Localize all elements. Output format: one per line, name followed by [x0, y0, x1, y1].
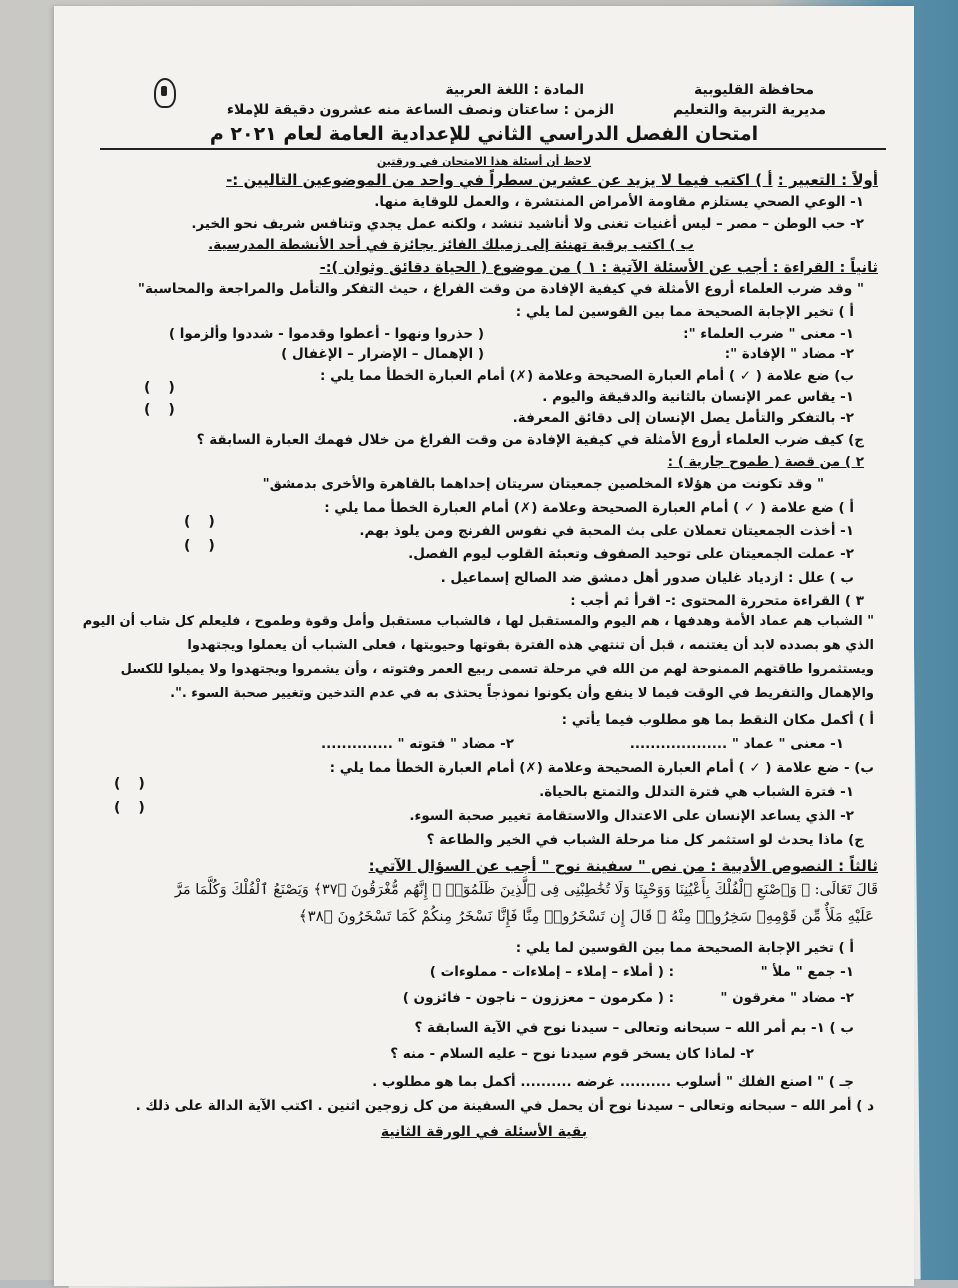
reading-q1-a1-options: ( حذروا ونهوا - أعطوا وقدموا - شددوا وألزموا ) — [168, 326, 484, 342]
reading-q1-b: ب) ضع علامة ( ✓ ) أمام العبارة الصحيحة وعلامة (✗) أمام العبارة الخطأ مما يلي : — [319, 368, 854, 384]
subject: المادة : اللغة العربية — [445, 82, 584, 98]
exam-note: لاحظ أن أسئلة هذا الامتحان في ورقتين — [376, 155, 592, 168]
exam-time: الزمن : ساعتان ونصف الساعة منه عشرون دقيقة للإملاء — [226, 102, 614, 118]
literature-b1: ب ) ١- بم أمر الله – سبحانه وتعالى – سيدنا نوح في الآية السابقة ؟ — [414, 1020, 854, 1036]
directorate: مديرية التربية والتعليم — [673, 102, 826, 118]
reading-q3-b2: ٢- الذي يساعد الإنسان على الاعتدال والاستقامة تغيير صحبة السوء. — [409, 808, 854, 824]
answer-box[interactable]: () — [184, 514, 233, 530]
reading-q3-a2: ٢- مضاد " فتوته " .............. — [321, 736, 514, 752]
quran-verse-2: عَلَيْهِ مَلَأٌ مِّن قَوْمِهِۦ سَخِرُوا۟ مِنْهُ ۚ قَالَ إِن تَسْخَرُوا۟ مِنَّا فَإِنَّا نَسْخَرُ مِنكُمْ كَمَا تَسْخَرُونَ ﴿٣٨﴾ — [298, 907, 874, 925]
literature-a2: ٢- مضاد " مغرقون " — [720, 990, 854, 1006]
reading-q1-a1: ١- معنى " ضرب العلماء ": — [683, 326, 854, 342]
section-expression-title — [54, 170, 878, 190]
reading-q3-a: أ ) أكمل مكان النقط بما هو مطلوب فيما يأتي : — [561, 712, 874, 728]
reading-q1-c: ج) كيف ضرب العلماء أروع الأمثلة في كيفية الإفادة من وقت الفراغ من خلال فهمك العبارة السابقة ؟ — [196, 432, 864, 448]
reading-quote-1: " وقد ضرب العلماء أروع الأمثلة في كيفية الإفادة من وقت الفراغ ، حيث التفكر والتأمل والمراجعة والمحاسبة" — [137, 281, 864, 297]
reading-q3-b: ب) - ضع علامة ( ✓ ) أمام العبارة الصحيحة وعلامة (✗) أمام العبارة الخطأ مما يلي : — [329, 760, 874, 776]
section-reading-title: ثانياً : القراءة : أجب عن الأسئلة الآتية : ١ ) من موضوع ( الحياة دقائق وثوان ):- — [319, 260, 878, 276]
reading-passage-4: والإهمال والتفريط في الوقت فيما لا ينفع وأن يكونوا نموذجاً يحتذى به في عدم التدخين وتغيير صحبة السوء .". — [170, 686, 874, 701]
reading-passage-1: " الشباب هم عماد الأمة وهدفها ، هم اليوم والمستقبل لها ، فالشباب مستقبل وأمل وقوة وطموح ، فليعلم كل شاب أن اليوم — [82, 614, 874, 629]
literature-a2-options: : ( مكرمون – معززون – ناجون - فائزون ) — [402, 990, 674, 1006]
expression-q-a: أ ) اكتب فيما لا يزيد عن عشرين سطراً في واحد من الموضوعين التاليين :- — [226, 171, 773, 189]
literature-c: جـ ) " اصنع الفلك " أسلوب .......... غرضه .......... أكمل بما هو مطلوب . — [372, 1074, 854, 1090]
governorate: محافظة القليوبية — [694, 82, 814, 98]
reading-q2-a2: ٢- عملت الجمعيتان على توحيد الصفوف وتعبئة القلوب ليوم الفصل. — [408, 546, 854, 562]
literature-a: أ ) تخير الإجابة الصحيحة مما بين القوسين لما يلي : — [515, 940, 854, 956]
quran-verse-1: قَالَ تَعَالَى: ﴿ وَٱصْنَعِ ٱلْفُلْكَ بِأَعْيُنِنَا وَوَحْيِنَا وَلَا تُخَٰطِبْنِى فِى ٱلَّذِينَ ظَلَمُوٓا۟ ۚ إِنَّهُم مُّغْرَقُونَ ﴿٣٧﴾ وَيَصْنَعُ ٱلْفُلْكَ وَكُلَّمَا مَرَّ — [174, 882, 878, 898]
reading-q1-a2: ٢- مضاد " الإفادة ": — [724, 346, 854, 362]
section-literature-title: ثالثاً : النصوص الأدبية : من نص " سفينة نوح " أجب عن السؤال الآتي: — [368, 857, 878, 875]
reading-q2-b: ب ) علل : ازدياد غليان صدور أهل دمشق ضد الصالح إسماعيل . — [440, 570, 854, 586]
reading-q3-b1: ١- فترة الشباب هي فترة التدلل والتمتع بالحياة. — [539, 784, 854, 800]
expression-q-b: ب ) اكتب برقية تهنئة إلى زميلك الفائز بجائزة في أحد الأنشطة المدرسية. — [208, 237, 694, 253]
reading-q3: ٣ ) القراءة متحررة المحتوى :- اقرأ ثم أجب : — [570, 593, 864, 609]
answer-box[interactable]: () — [144, 380, 193, 396]
exam-title: امتحان الفصل الدراسي الثاني للإعدادية العامة لعام ٢٠٢١ م — [209, 123, 759, 145]
literature-d: د ) أمر الله – سبحانه وتعالى – سيدنا نوح أن يحمل في السفينة من كل زوجين اثنين . اكتب الآية الدالة على ذلك . — [135, 1098, 874, 1114]
reading-q2-a: أ ) ضع علامة ( ✓ ) أمام العبارة الصحيحة وعلامة (✗) أمام العبارة الخطأ مما يلي : — [324, 500, 854, 516]
literature-b2: ٢- لماذا كان يسخر قوم سيدنا نوح – عليه السلام - منه ؟ — [390, 1046, 754, 1062]
reading-q1-b2: ٢- بالتفكر والتأمل يصل الإنسان إلى دقائق المعرفة. — [512, 410, 854, 426]
literature-a1-options: : ( أملاء – إملاء – إملاءات - مملوءات ) — [429, 964, 674, 980]
exam-page — [54, 6, 914, 1286]
reading-q2: ٢ ) من قصة ( طموح جارية ) : — [667, 454, 864, 470]
continued-note: بقية الأسئلة في الورقة الثانية — [380, 1124, 588, 1140]
title-rule — [100, 148, 886, 150]
reading-q2-a1: ١- أخذت الجمعيتان تعملان على بث المحبة في نفوس الفرنج ومن يلوذ بهم. — [359, 523, 854, 539]
section-expression-label: أولاً : التعبير : — [777, 171, 878, 189]
reading-q3-c: ج) ماذا يحدث لو استثمر كل منا مرحلة الشباب في الخير والطاعة ؟ — [426, 832, 864, 848]
topic-1: ١- الوعي الصحي يستلزم مقاومة الأمراض المنتشرة ، والعمل للوقاية منها. — [374, 194, 864, 210]
topic-2: ٢- حب الوطن – مصر – ليس أغنيات تغنى ولا أناشيد تنشد ، ولكنه عمل يجدي وتنافس شريف نحو الخير. — [191, 216, 864, 232]
answer-box[interactable]: () — [114, 800, 163, 816]
reading-passage-2: الذي هو بصدده لابد أن يغتنمه ، قبل أن تنتهي هذه الفترة بقوتها وحيويتها ، فعلى الشباب أن يعملوا ويجتهدوا — [187, 638, 874, 653]
reading-q1-b1: ١- يقاس عمر الإنسان بالثانية والدقيقة واليوم . — [542, 389, 854, 405]
literature-a1: ١- جمع " ملأ " — [760, 964, 854, 980]
answer-box[interactable]: () — [184, 538, 233, 554]
answer-box[interactable]: () — [144, 402, 193, 418]
reading-q1-a2-options: ( الإهمال – الإضرار – الإغفال ) — [281, 346, 484, 362]
reading-passage-3: ويستثمروا طاقتهم الممنوحة لهم من الله في مرحلة تسمى ربيع العمر وفتوته ، وأن يشمروا ويجتهدوا ولا يميلوا للكسل — [120, 662, 874, 677]
reading-q3-a1: ١- معنى " عماد " ................... — [629, 736, 844, 752]
reading-q1-a: أ ) تخير الإجابة الصحيحة مما بين القوسين لما يلي : — [515, 304, 854, 320]
reading-q2-quote: " وقد تكونت من هؤلاء المخلصين جمعيتان سريتان إحداهما بالقاهرة والأخرى بدمشق" — [262, 476, 824, 492]
answer-box[interactable]: () — [114, 776, 163, 792]
